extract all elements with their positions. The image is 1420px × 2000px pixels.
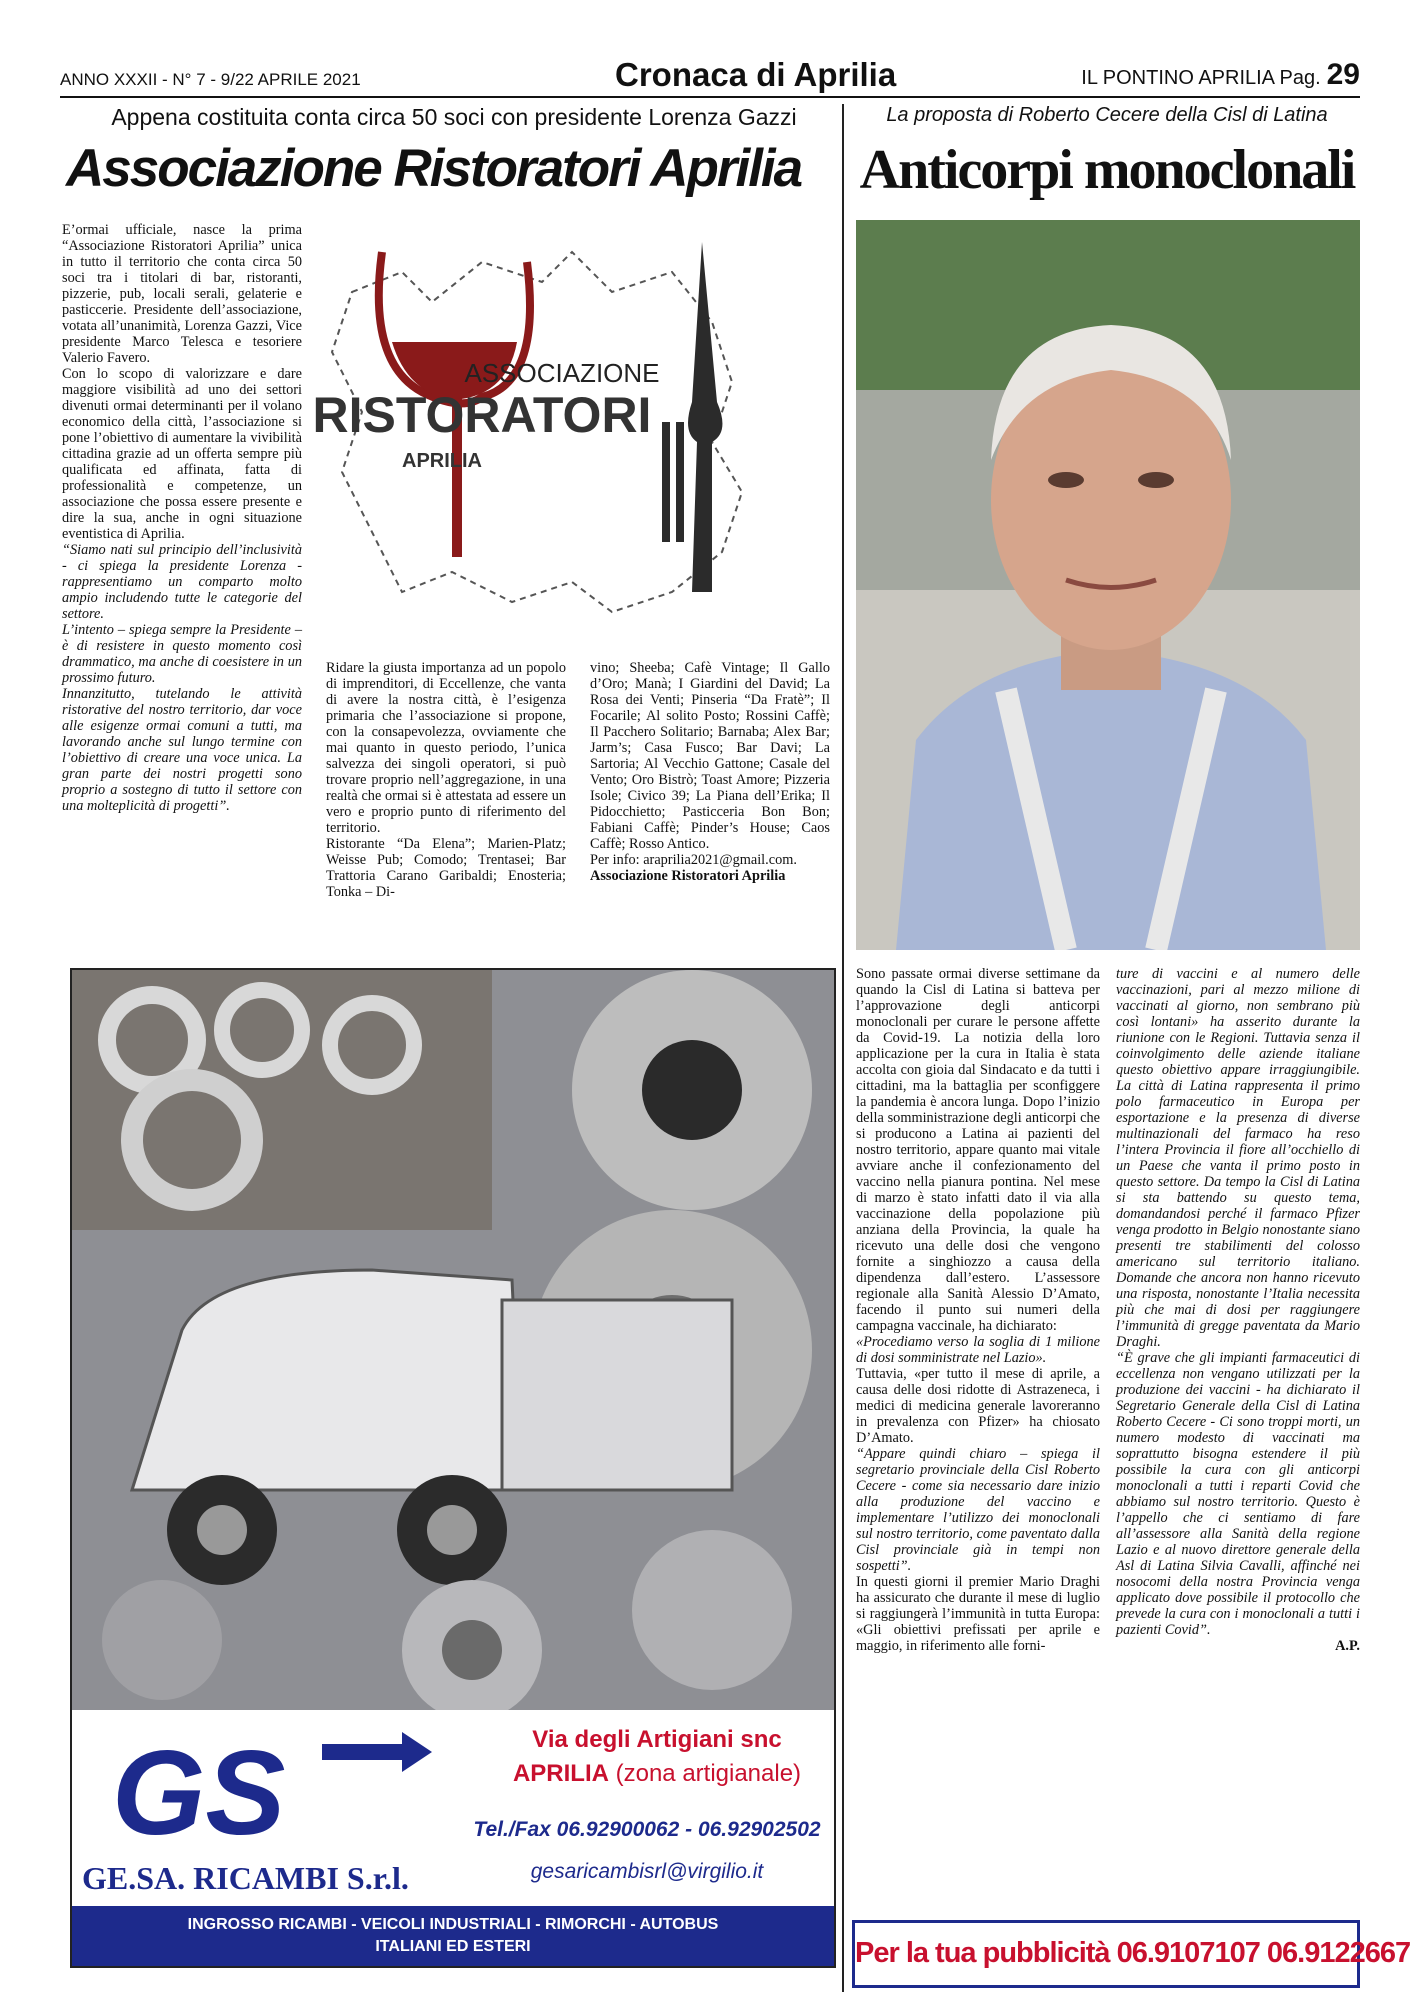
gs-logo	[102, 1724, 442, 1854]
page-number: 29	[1326, 58, 1360, 91]
paragraph: In questi giorni il premier Mario Draghi ha assicurato che durante il mese di luglio si raggiungerà l’immunità in tutta Europa: «Gli obiettivi prefissati per aprile e maggio, in riferimento alle forni-	[856, 1574, 1100, 1654]
brake-disc-icon	[632, 1530, 792, 1690]
auto-parts-collage	[72, 970, 834, 1710]
paragraph: Tuttavia, «per tutto il mese di aprile, a causa delle dosi ridotte di Astrazeneca, i medici di medicina generale lavoreranno in prevalenza con Pfizer» ha chiosato D’Amato.	[856, 1366, 1100, 1446]
ad-email: gesaricambisrl@virgilio.it	[530, 1860, 764, 1883]
company-name: GE.SA. RICAMBI S.r.l.	[82, 1860, 409, 1896]
quote-paragraph: L’intento – spiega sempre la Presidente – è di resistere in questo momento così drammatico, ma anche di coesistere in un prossimo futuro.	[62, 622, 302, 686]
truck-wheel-hub	[427, 1505, 477, 1555]
brake-disc-hub	[642, 1040, 742, 1140]
ad-city-name: APRILIA	[512, 1760, 609, 1787]
paragraph: Ridare la giusta importanza ad un popolo di imprenditori, di Eccellenze, che vanta di avere la nostra città, è l’esigenza primaria che l’associazione si propone, con la consapevolezza, ovviamente che mai quanto in questo periodo, l’unica salvezza dei singoli operatori, si può trovare proprio nell’aggregazione, in una realtà che ormai si è attestata ad essere un vero e proprio punto di riferimento del territorio.	[326, 660, 566, 836]
paragraph: Sono passate ormai diverse settimane da quando la Cisl di Latina si batteva per l’approvazione degli anticorpi monoclonali per curare le persone affette da Covid-19. La notizia della loro applicazione per la cura in Italia è stata accolta con gioia dal Sindacato e da tutti i cittadini, ma la battaglia per sconfiggere la pandemia è ancora lunga. Dopo l’inizio della somministrazione degli anticorpi che si producono a Latina ai pazienti del nostro territorio, appare quanto mai vitale avviare anche il confezionamento del vaccino nella pianura pontina. Nel mese di marzo è stato infatti dato il via alla vaccinazione della popolazione più anziana della Provincia, la quale ha ricevuto una delle dosi che vengono fornite a singhiozzo a causa della dipendenza dall’estero. L’assessore regionale alla Sanità Alessio D’Amato, facendo il punto sui numeri della campagna vaccinale, ha dichiarato:	[856, 966, 1100, 1334]
advertisement	[70, 968, 836, 1968]
logo-line1: ASSOCIAZIONE	[464, 358, 660, 388]
quote-paragraph: ture di vaccini e al numero delle vaccinazioni, pari al mezzo milione di vaccinati al giorno, non sembrano più così lontani» ha asserito durante la riunione con le Regioni. Tuttavia senza il coinvolgimento delle aziende italiane questo obiettivo appare irraggiungibile. La città di Latina rappresenta il primo polo farmaceutico in Europa per esportazione e la presenza di diverse multinazionali del farmaco ha reso l’intera Provincia il fiore all’occhiello di un Paese che vanta il primo posto in questo settore. Da tempo la Cisl di Latina si sta battendo su questo tema, domandandosi perché il farmaco Pfizer venga prodotto in Belgio nonostante siano presenti tre stabilimenti del colosso americano sul territorio italiano. Domande che ancora non hanno ricevuto una risposta, nonostante l’Italia necessita più che mai di dosi per raggiungere l’immunità di gregge paventata da Mario Draghi.	[1116, 966, 1360, 1350]
ad-services-bar	[72, 1906, 834, 1966]
article-signature: Associazione Ristoratori Aprilia	[590, 868, 786, 884]
masthead	[60, 56, 1360, 98]
paragraph: Ristorante “Da Elena”; Marien-Platz; Weisse Pub; Comodo; Trentasei; Bar Trattoria Carano Garibaldi; Enosteria; Tonka – Di-	[326, 836, 566, 900]
truck-wheel-hub	[197, 1505, 247, 1555]
section-title: Cronaca di Aprilia	[615, 56, 897, 93]
logo-line2: RISTORATORI	[312, 387, 652, 443]
left-article-column-3	[590, 660, 830, 884]
quote-paragraph: “Appare quindi chiaro – spiega il segretario provinciale della Cisl Roberto Cecere - come sia necessario dare inizio alla produzione del vaccino e implementare l’utilizzo dei monoclonali sul nostro territorio, come paventato dalla Cisl provinciale già in tempi non sospetti”.	[856, 1446, 1100, 1574]
ad-phone: Tel./Fax 06.92900062 - 06.92902502	[473, 1818, 821, 1841]
right-headline: Anticorpi monoclonali	[859, 139, 1355, 201]
left-article-column-2	[326, 660, 566, 900]
paragraph: vino; Sheeba; Cafè Vintage; Il Gallo d’Oro; Manà; I Giardini del David; La Rosa dei Venti; Pinseria “Da Fratè”; Il Focarile; Al solito Posto; Rossini Caffè; Il Pacchero Solitario; Barnaba; Alex Bar; Jarm’s; Casa Fusco; Bar Davi; La Sartoria; Al Vecchio Gattone; Casale del Vento; Oro Bistrò; Toast Amore; Pizzeria Isole; Civico 39; La Piana dell’Erika; Il Pidocchietto; Pasticceria Bon Bon; Fabiani Caffè; Pinder’s House; Caos Caffè; Rosso Antico.	[590, 660, 830, 852]
fork-tine	[676, 422, 684, 542]
column-divider	[842, 104, 844, 1992]
paragraph: Con lo scopo di valorizzare e dare maggiore visibilità ad uno dei settori divenuti ormai determinanti per il volano economico della città, l’associazione si pone l’obiettivo di aumentare la vivibilità cittadina grazie ad un offerta sempre più qualificata ed affinata, fatta di professionalità e competenze, un associazione che possa essere presente e dire la sua, anche in ogni situazione eventistica di Aprilia.	[62, 366, 302, 542]
left-headline: Associazione Ristoratori Aprilia	[66, 139, 802, 198]
ristoratori-logo	[312, 232, 822, 642]
arrow-icon	[322, 1732, 432, 1772]
ad-address: Via degli Artigiani snc	[532, 1726, 782, 1753]
advertising-promo: Per la tua pubblicità 06.9107107 06.9122667	[852, 1920, 1360, 1988]
portrait-photo	[856, 220, 1360, 950]
quote-paragraph: Innanzitutto, tutelando le attività ristorative del nostro territorio, dar voce alle esigenze ormai comuni a tutti, ma lavorando anche sul lungo termine con l’obiettivo di creare una voce unica. La gran parte dei nostri progetti sono proprio a sostegno di tutto il settore con una molteplicità di progetti”.	[62, 686, 302, 814]
eye	[1138, 472, 1174, 488]
ad-contact-area	[72, 1710, 834, 1906]
paper-name: IL PONTINO APRILIA Pag.	[1081, 67, 1321, 89]
paper-page	[1081, 58, 1360, 92]
paragraph: E’ormai ufficiale, nasce la prima “Associazione Ristoratori Aprilia” unica in tutto il territorio che conta circa 50 soci tra i titolari di bar, ristoranti, pizzerie, pub, locali serali, gelaterie e pasticcerie. Presidente dell’associazione, votata all’unanimità, Lorenza Gazzi, Vice presidente Marco Telesca e tesoriere Valerio Favero.	[62, 222, 302, 366]
right-article-column-1	[856, 966, 1100, 1654]
ad-city	[492, 1760, 822, 1788]
issue-info: ANNO XXXII - N° 7 - 9/22 APRILE 2021	[60, 70, 361, 89]
left-kicker: Appena costituita conta circa 50 soci con presidente Lorenza Gazzi	[111, 104, 797, 130]
quote-paragraph: “Siamo nati sul principio dell’inclusività - ci spiega la presidente Lorenza - rappresentiamo un comparto molto ampio includendo tutte le categorie del settore.	[62, 542, 302, 622]
compressor-icon	[102, 1580, 222, 1700]
logo-line3: APRILIA	[402, 450, 482, 472]
right-article-column-2	[1116, 966, 1360, 1654]
truck-cab	[502, 1300, 732, 1490]
ad-bar-line1: INGROSSO RICAMBI - VEICOLI INDUSTRIALI - RIMORCHI - AUTOBUS	[187, 1916, 719, 1933]
pulley-hub	[442, 1620, 502, 1680]
eye	[1048, 472, 1084, 488]
quote-paragraph: «Procediamo verso la soglia di 1 milione di dosi somministrate nel Lazio».	[856, 1334, 1100, 1366]
article-signature: A.P.	[1335, 1638, 1360, 1654]
gs-logo-text: GS	[112, 1726, 286, 1854]
right-kicker: La proposta di Roberto Cecere della Cisl di Latina	[886, 104, 1328, 126]
paragraph: Per info: araprilia2021@gmail.com.	[590, 852, 797, 868]
ad-bar-line2: ITALIANI ED ESTERI	[375, 1938, 531, 1955]
ad-zone: (zona artigianale)	[615, 1760, 802, 1787]
left-article-column-1	[62, 222, 302, 814]
fork-icon	[688, 242, 722, 592]
fork-tine	[662, 422, 670, 542]
quote-paragraph: “È grave che gli impianti farmaceutici di eccellenza non vengano utilizzati per la produzione dei vaccini - ha dichiarato il Segretario Generale della Cisl di Latina Roberto Cecere - Ci sono troppi morti, un numero modesto di vaccinati ma soprattutto bisogna estendere il più possibile la cura con gli anticorpi monoclonali a tutti i reparti Covid che abbiamo sul nostro territorio. Questo è l’appello che ci sentiamo di fare all’assessore alla Sanità della regione Lazio e al nuovo direttore generale della Asl di Latina Silvia Cavalli, affinché nei nosocomi della nostra Provincia venga applicato dove possibile il protocollo che prevede la cura con i monoclonali a tutti i pazienti Covid”.	[1116, 1350, 1360, 1638]
